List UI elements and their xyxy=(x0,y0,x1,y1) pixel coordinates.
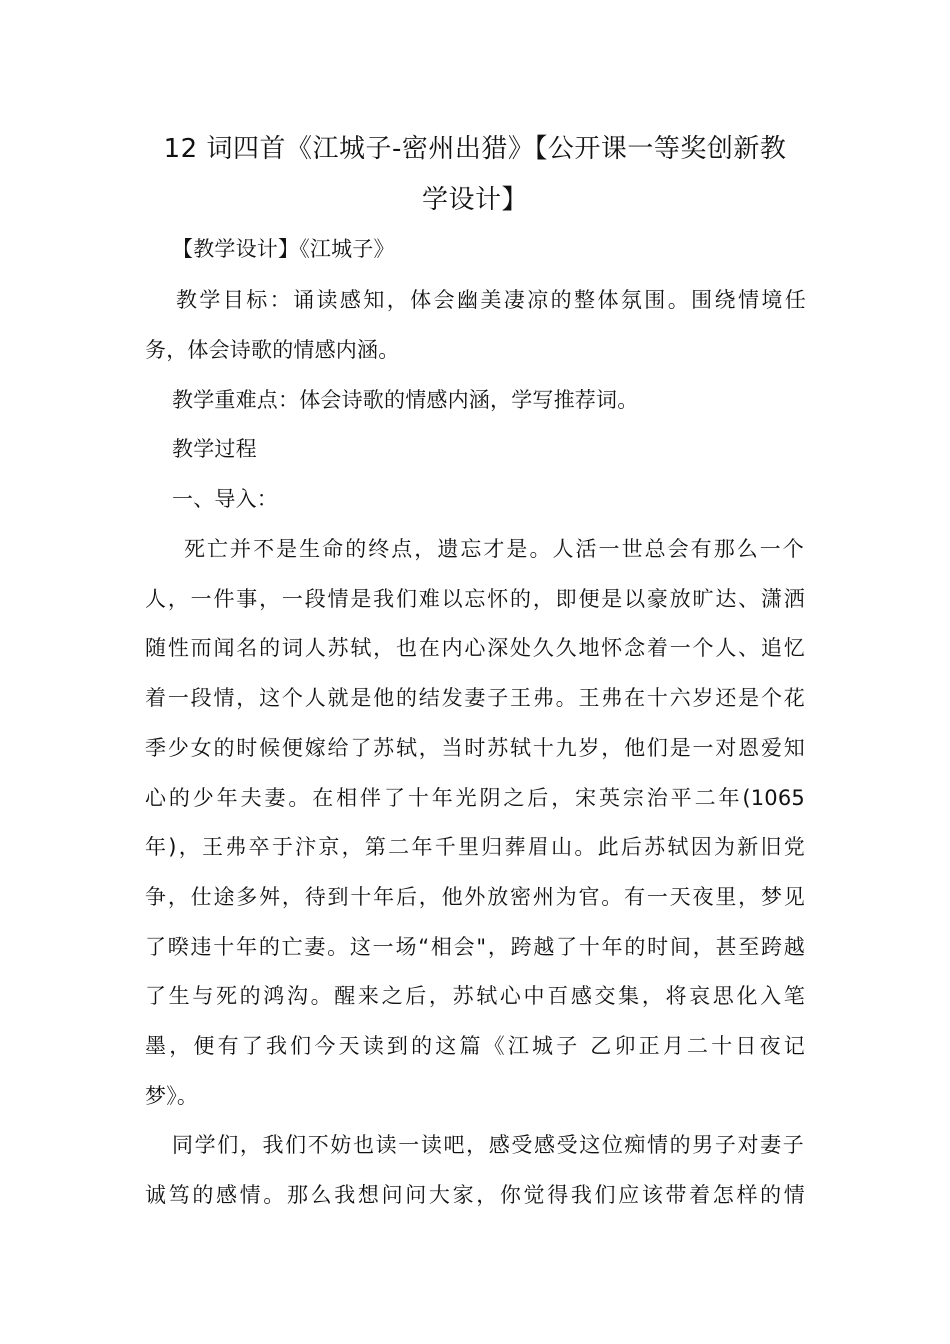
paragraph-line: 死亡并不是生命的终点，遗忘才是。人活一世总会有那么一个 xyxy=(184,537,804,561)
key-points-line: 教学重难点：体会诗歌的情感内涵，学写推荐词。 xyxy=(172,388,639,412)
paragraph-line: 季少女的时候便嫁给了苏轼，当时苏轼十九岁，他们是一对恩爱知 xyxy=(145,736,805,760)
document-title-line-1: 12 词四首《江城子-密州出猎》【公开课一等奖创新教 xyxy=(163,134,787,164)
intro-heading: 一、导入： xyxy=(172,487,278,511)
teaching-goal-line: 务，体会诗歌的情感内涵。 xyxy=(145,338,400,362)
paragraph-line: 年)，王弗卒于汴京，第二年千里归葬眉山。此后苏轼因为新旧党 xyxy=(145,835,805,859)
paragraph-line: 了生与死的鸿沟。醒来之后，苏轼心中百感交集，将哀思化入笔 xyxy=(145,984,805,1008)
paragraph-line: 了暌违十年的亡妻。这一场“相会"，跨越了十年的时间，甚至跨越 xyxy=(145,935,805,959)
paragraph-line: 着一段情，这个人就是他的结发妻子王弗。王弗在十六岁还是个花 xyxy=(145,686,805,710)
teaching-goal-line: 教学目标：诵读感知，体会幽美凄凉的整体氛围。围绕情境任 xyxy=(176,288,806,312)
paragraph-line: 心的少年夫妻。在相伴了十年光阴之后，宋英宗治平二年(1065 xyxy=(145,786,805,810)
paragraph-line: 人，一件事，一段情是我们难以忘怀的，即便是以豪放旷达、潇洒 xyxy=(145,587,805,611)
paragraph-line: 诚笃的感情。那么我想问问大家，你觉得我们应该带着怎样的情 xyxy=(145,1183,805,1207)
paragraph-line: 墨，便有了我们今天读到的这篇《江城子 乙卯正月二十日夜记 xyxy=(145,1034,805,1058)
paragraph-line: 随性而闻名的词人苏轼，也在内心深处久久地怀念着一个人、追忆 xyxy=(145,636,805,660)
paragraph-line: 争，仕途多舛，待到十年后，他外放密州为官。有一天夜里，梦见 xyxy=(145,885,805,909)
document-title-line-2: 学设计】 xyxy=(421,185,528,215)
teaching-process-heading: 教学过程 xyxy=(172,437,257,461)
paragraph-line: 梦》。 xyxy=(145,1084,199,1108)
paragraph-line: 同学们，我们不妨也读一读吧，感受感受这位痴情的男子对妻子 xyxy=(172,1133,804,1157)
section-heading: 【教学设计】《江城子》 xyxy=(172,237,395,261)
